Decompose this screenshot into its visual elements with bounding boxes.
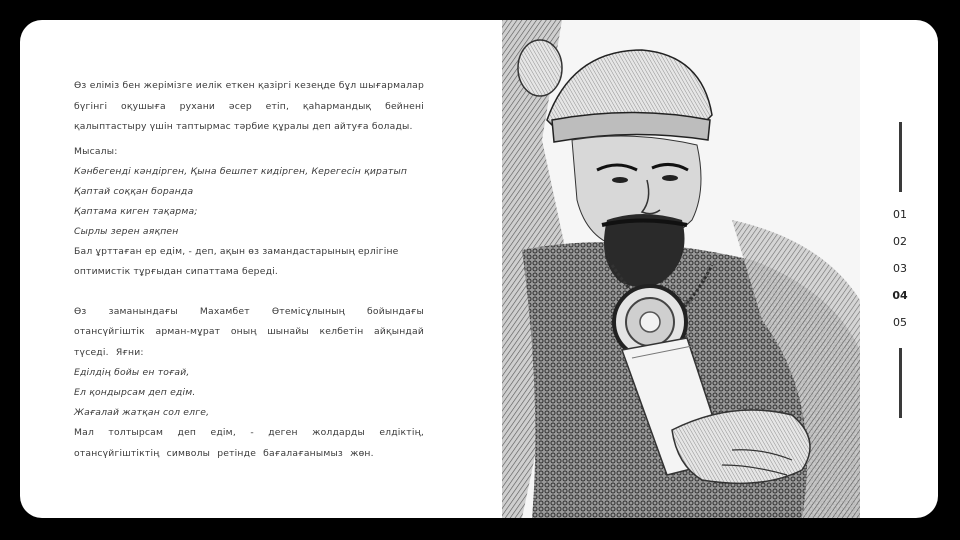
second-paragraph: Өз заманындағы Махамбет Өтемісұлының бойындағы отансүйгіштік арман-мұрат оның шынайы келбетін айқындай түседі. Яғни: — [74, 305, 424, 358]
example-line-1: Кәнбегенді кәндірген, Қына бешпет кидірген, Керегесін қиратып — [74, 165, 408, 177]
example-line-4: Сырлы зерен аяқпен — [74, 225, 179, 237]
section-navigation — [880, 20, 920, 518]
nav-divider-top — [899, 122, 902, 192]
closing-paragraph: Мал толтырсам деп едім, - деген жолдарды елдіктің, отансүйгіштіктің символы ретінде бағалағанымыз жөн. — [74, 427, 424, 459]
example-line-3: Қаптама киген тақарма; — [74, 205, 198, 217]
text-column — [74, 76, 424, 464]
quote-line-1: Еділдің бойы ен тоғай, — [74, 367, 190, 378]
intro-paragraph: Өз еліміз бен жерімізге иелік еткен қазіргі кезеңде бұл шығармалар бүгінгі оқушыға рухани әсер етіп, қаһармандық бейнені қалыптастыру үшін таптырмас тәрбие құралы деп айтуға болады. — [74, 80, 424, 132]
nav-item-05[interactable]: 05 — [893, 316, 907, 329]
example-line-2: Қаптай соққан боранда — [74, 185, 194, 197]
example-line-5: Бал ұрттаған ер едім, - деп, ақын өз замандастарының ерлігіне — [74, 245, 399, 257]
portrait-image — [502, 20, 860, 518]
nav-item-02[interactable]: 02 — [893, 235, 907, 248]
quote-line-3: Жағалай жатқан сол елге, — [74, 407, 210, 418]
example-tail: оптимистік тұрғыдан сипаттама береді. — [74, 265, 278, 277]
nav-divider-bottom — [899, 348, 902, 418]
portrait-drawing — [502, 20, 860, 518]
example-label: Мысалы: — [74, 145, 118, 157]
nav-item-04[interactable]: 04 — [892, 289, 908, 302]
quote-line-2: Ел қондырсам деп едім. — [74, 387, 196, 398]
nav-item-01[interactable]: 01 — [893, 208, 907, 221]
slide — [20, 20, 938, 518]
nav-item-03[interactable]: 03 — [893, 262, 907, 275]
